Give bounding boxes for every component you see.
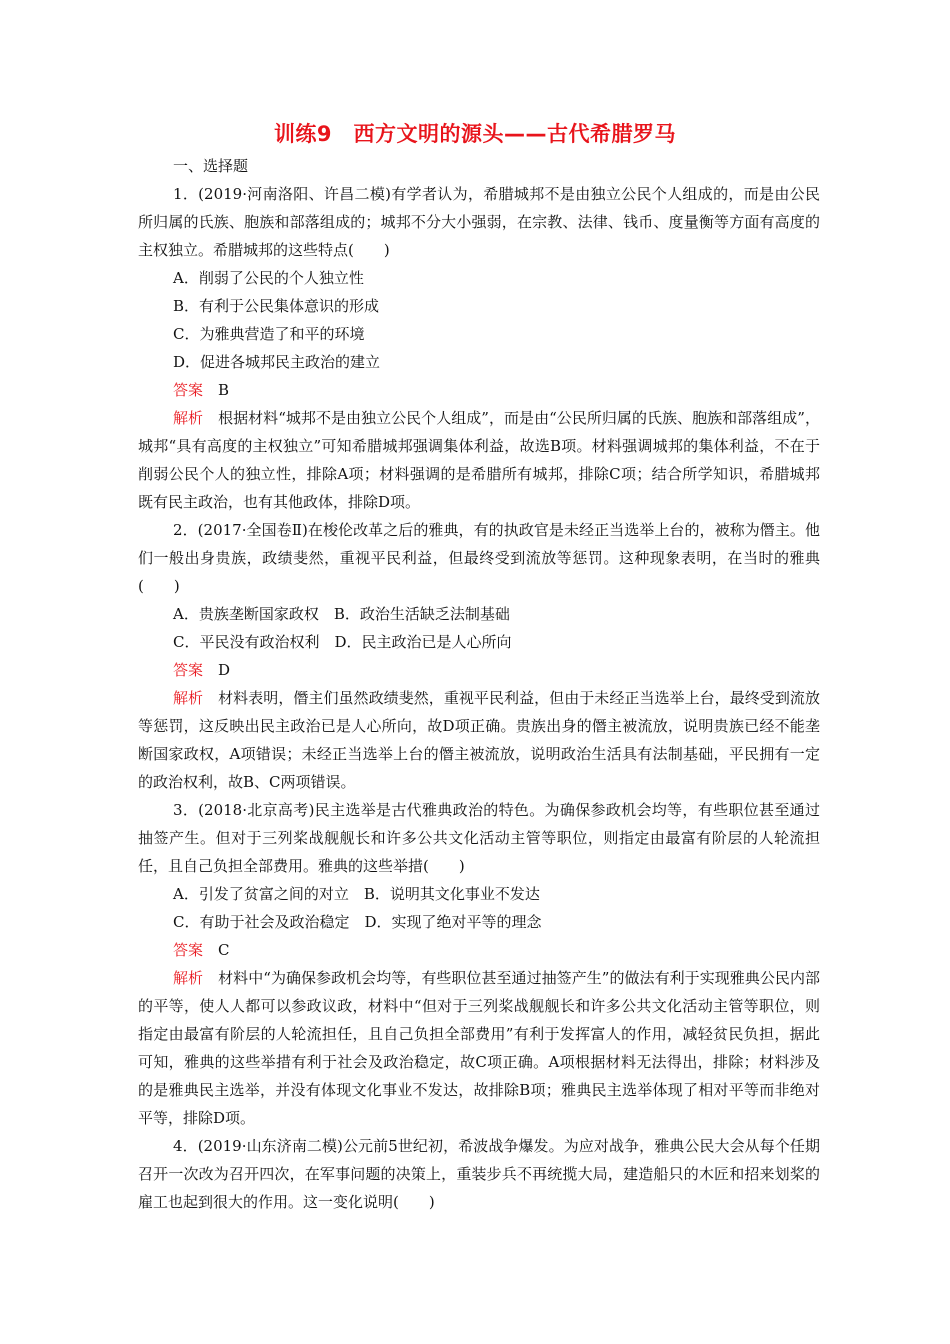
question-2-options-cd: C．平民没有政治权利 D．民主政治已是人心所向 [173,633,512,651]
document-body [138,152,820,1216]
question-2-analysis [138,684,820,796]
question-1-option-a: A．削弱了公民的个人独立性 [173,269,364,287]
question-3-options-cd: C．有助于社会及政治稳定 D．实现了绝对平等的理念 [173,913,542,931]
question-2-answer [138,656,820,684]
answer-value: C [218,941,230,959]
analysis-text: 材料中“为确保参政机会均等，有些职位甚至通过抽签产生”的做法有利于实现雅典公民内部的平等，使人人都可以参政议政，材料中“但对于三列桨战舰舰长和许多公共文化活动主管等职位，则指定由最富有阶层的人轮流担任，且自己负担全部费用”有利于发挥富人的作用，减轻贫民负担，据此可知，雅典的这些举措有利于社会及政治稳定，故C项正确。A项根据材料无法得出，排除；材料涉及的是雅典民主选举，并没有体现文化事业不发达，故排除B项；雅典民主选举体现了相对平等而非绝对平等，排除D项。 [138,969,820,1127]
question-3-analysis [138,964,820,1132]
question-3-answer [138,936,820,964]
question-2-options-ab: A．贵族垄断国家政权 B．政治生活缺乏法制基础 [173,605,510,623]
answer-value: B [218,381,230,399]
question-1-analysis [138,404,820,516]
question-1-answer [138,376,820,404]
question-1-option-d: D．促进各城邦民主政治的建立 [173,353,381,371]
question-2-stem: 2．(2017·全国卷Ⅱ)在梭伦改革之后的雅典，有的执政官是未经正当选举上台的，被称为僭主。他们一般出身贵族，政绩斐然，重视平民利益，但最终受到流放等惩罚。这种现象表明，在当时的雅典( ) [138,521,820,595]
question-1-stem: 1．(2019·河南洛阳、许昌二模)有学者认为，希腊城邦不是由独立公民个人组成的，而是由公民所归属的氏族、胞族和部落组成的；城邦不分大小强弱，在宗教、法律、钱币、度量衡等方面有高度的主权独立。希腊城邦的这些特点( ) [138,185,820,259]
analysis-label: 解析 [173,409,204,427]
analysis-label: 解析 [173,969,204,987]
answer-value: D [218,661,231,679]
answer-label: 答案 [173,381,204,399]
answer-label: 答案 [173,941,204,959]
page-title: 训练9 西方文明的源头——古代希腊罗马 [273,122,677,146]
question-4-stem: 4．(2019·山东济南二模)公元前5世纪初，希波战争爆发。为应对战争，雅典公民大会从每个任期召开一次改为召开四次，在军事问题的决策上，重装步兵不再统揽大局，建造船只的木匠和招来划桨的雇工也起到很大的作用。这一变化说明( ) [138,1137,820,1211]
answer-label: 答案 [173,661,204,679]
question-1-option-c: C．为雅典营造了和平的环境 [173,325,365,343]
question-3-options-ab: A．引发了贫富之间的对立 B．说明其文化事业不发达 [173,885,540,903]
analysis-text: 根据材料“城邦不是由独立公民个人组成”，而是由“公民所归属的氏族、胞族和部落组成”，城邦“具有高度的主权独立”可知希腊城邦强调集体利益，故选B项。材料强调城邦的集体利益，不在于削弱公民个人的独立性，排除A项；材料强调的是希腊所有城邦，排除C项；结合所学知识，希腊城邦既有民主政治，也有其他政体，排除D项。 [138,409,820,511]
section-heading: 一、选择题 [173,157,249,175]
analysis-text: 材料表明，僭主们虽然政绩斐然，重视平民利益，但由于未经正当选举上台，最终受到流放等惩罚，这反映出民主政治已是人心所向，故D项正确。贵族出身的僭主被流放，说明贵族已经不能垄断国家政权，A项错误；未经正当选举上台的僭主被流放，说明政治生活具有法制基础，平民拥有一定的政治权利，故B、C两项错误。 [138,689,820,791]
question-3-stem: 3．(2018·北京高考)民主选举是古代雅典政治的特色。为确保参政机会均等，有些职位甚至通过抽签产生。但对于三列桨战舰舰长和许多公共文化活动主管等职位，则指定由最富有阶层的人轮流担任，且自己负担全部费用。雅典的这些举措( ) [138,801,820,875]
question-1-option-b: B．有利于公民集体意识的形成 [173,297,380,315]
analysis-label: 解析 [173,689,204,707]
